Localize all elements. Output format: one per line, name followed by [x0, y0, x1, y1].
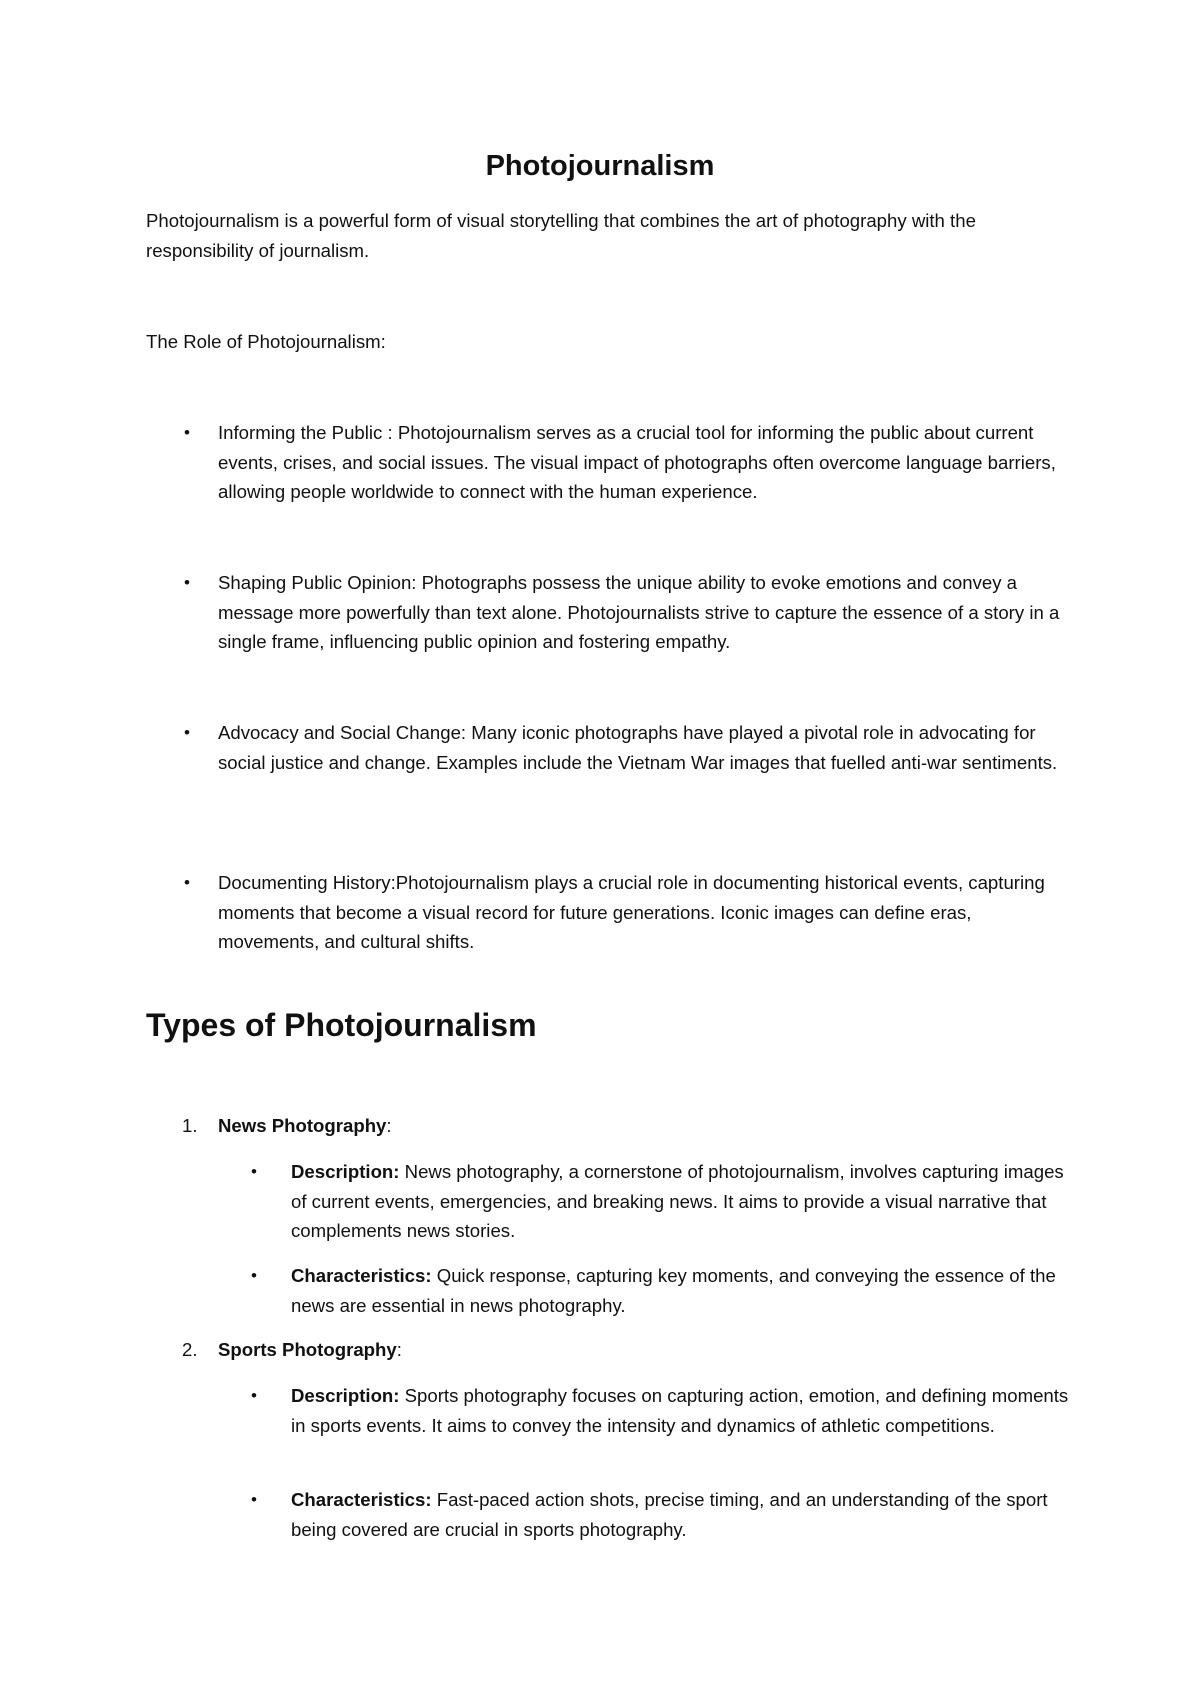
- type-characteristics-item: [251, 1485, 1071, 1544]
- role-item-text: Informing the Public : Photojournalism serves as a crucial tool for informing the public about current events, crises, and social issues. The visual impact of photographs often overcome language barriers, allowing people worldwide to connect with the human experience.: [218, 422, 1056, 502]
- type-colon: :: [386, 1115, 392, 1136]
- type-list-item: [182, 1335, 1068, 1365]
- bullet-icon: •: [184, 423, 190, 442]
- list-number: 2.: [182, 1339, 198, 1360]
- role-list-item: [184, 868, 1068, 957]
- role-item-text: Shaping Public Opinion: Photographs possess the unique ability to evoke emotions and convey a message more powerfully than text alone. Photojournalists strive to capture the essence of a story in a single frame, influencing public opinion and fostering empathy.: [218, 572, 1060, 652]
- types-heading: Types of Photojournalism: [146, 1007, 537, 1043]
- type-list-item: [182, 1111, 1068, 1141]
- characteristics-text: Quick response, capturing key moments, and conveying the essence of the news are essential in news photography.: [291, 1265, 1056, 1316]
- bullet-icon: •: [251, 1386, 257, 1405]
- bullet-icon: •: [184, 873, 190, 892]
- document-title: Photojournalism: [485, 150, 715, 182]
- characteristics-label: Characteristics:: [291, 1489, 432, 1510]
- type-description-item: [251, 1157, 1071, 1246]
- role-list-item: [184, 718, 1068, 777]
- type-characteristics-item: [251, 1261, 1071, 1320]
- role-list-item: [184, 418, 1068, 507]
- bullet-icon: •: [251, 1266, 257, 1285]
- intro-paragraph: Photojournalism is a powerful form of visual storytelling that combines the art of photography with the responsibility of journalism.: [146, 210, 976, 261]
- role-item-text: Advocacy and Social Change: Many iconic photographs have played a pivotal role in advocating for social justice and change. Examples include the Vietnam War images that fuelled anti-war sentiments.: [218, 722, 1058, 773]
- role-item-text: Documenting History:Photojournalism plays a crucial role in documenting historical events, capturing moments that become a visual record for future generations. Iconic images can define eras, movements, and cultural shifts.: [218, 872, 1045, 952]
- role-list-item: [184, 568, 1068, 657]
- type-name: Sports Photography: [218, 1339, 397, 1360]
- list-number: 1.: [182, 1115, 198, 1136]
- bullet-icon: •: [251, 1162, 257, 1181]
- bullet-icon: •: [184, 573, 190, 592]
- bullet-icon: •: [184, 723, 190, 742]
- type-description-item: [251, 1381, 1071, 1440]
- type-name: News Photography: [218, 1115, 387, 1136]
- type-colon: :: [396, 1339, 402, 1360]
- description-text: Sports photography focuses on capturing action, emotion, and defining moments in sports events. It aims to convey the intensity and dynamics of athletic competitions.: [291, 1385, 1069, 1436]
- characteristics-text: Fast-paced action shots, precise timing, and an understanding of the sport being covered are crucial in sports photography.: [291, 1489, 1048, 1540]
- description-label: Description:: [291, 1161, 400, 1182]
- characteristics-label: Characteristics:: [291, 1265, 432, 1286]
- role-heading: The Role of Photojournalism:: [146, 331, 386, 352]
- bullet-icon: •: [251, 1490, 257, 1509]
- description-text: News photography, a cornerstone of photojournalism, involves capturing images of current events, emergencies, and breaking news. It aims to provide a visual narrative that complements news stories.: [291, 1161, 1064, 1241]
- description-label: Description:: [291, 1385, 400, 1406]
